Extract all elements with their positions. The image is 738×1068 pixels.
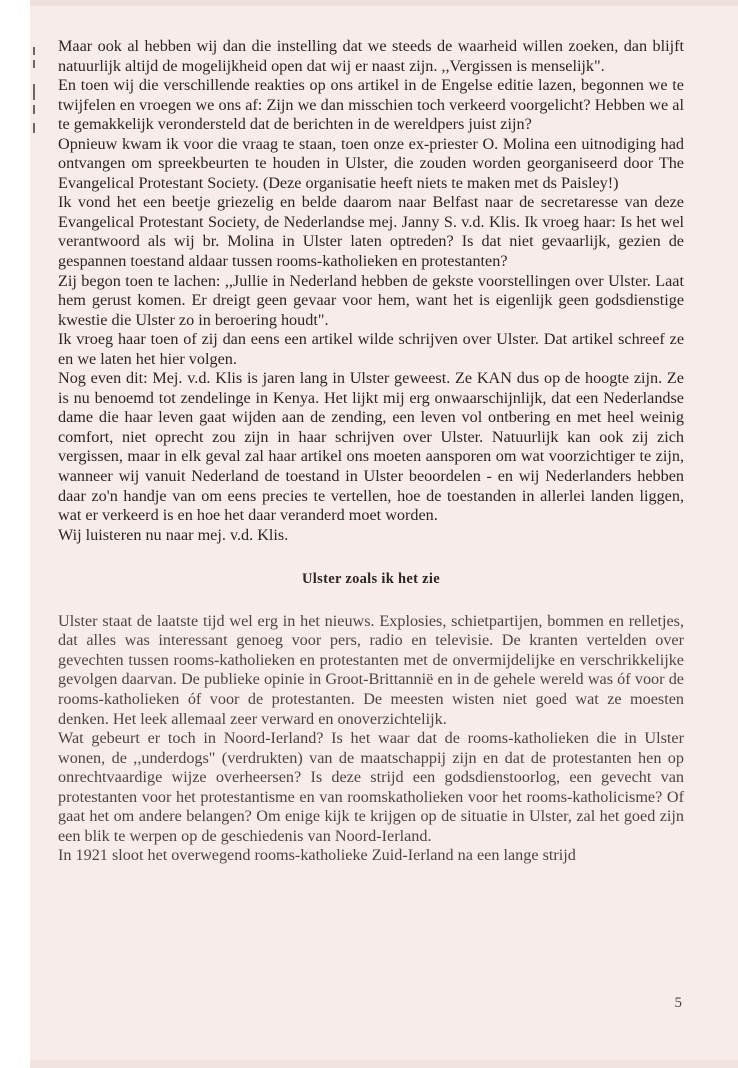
margin-mark: [33, 123, 35, 133]
paragraph: Zij begon toen te lachen: ,,Jullie in Nederland hebben de gekste voorstellingen over Ulster. Laat hem gerust komen. Er dreigt geen gevaar voor hem, want het is eigenlijk geen godsdienstige kwestie die Ulster zo in beroering houdt".: [58, 271, 684, 329]
margin-mark: [33, 60, 35, 68]
paragraph: Ik vroeg haar toen of zij dan eens een artikel wilde schrijven over Ulster. Dat artikel schreef ze en we laten het hier volgen.: [58, 330, 684, 368]
margin-mark: [33, 84, 35, 100]
paragraph: En toen wij die verschillende reakties op ons artikel in de Engelse editie lazen, begonnen we te twijfelen en vroegen we ons af: Zijn we dan misschien toch verkeerd voorgelicht? Hebben we al te gemakkelijk verondersteld dat de berichten in de wereldpers juist zijn?: [58, 76, 684, 134]
scan-edge-bottom: [30, 1060, 738, 1068]
paragraph: In 1921 sloot het overwegend rooms-katholieke Zuid-Ierland na een lange strijd: [58, 846, 576, 865]
paragraph: Nog even dit: Mej. v.d. Klis is jaren lang in Ulster geweest. Ze KAN dus op de hoogte zijn. Ze is nu benoemd tot zendelinge in Kenya. Het lijkt mij erg onwaarschijnlijk, dat een Nederlandse dame die haar leven gaat wijden aan de zending, een leven vol ontbering en met heel weinig comfort, niet oprecht zou zijn in haar schrijven over Ulster. Natuurlijk kan ook zij zich vergissen, maar in elk geval zal haar artikel ons moeten aansporen om wat voorzichtiger te zijn, wanneer wij vanuit Nederland de toestand in Ulster beoordelen - en wij Nederlanders hebben daar zo'n handje van om eens precies te vertellen, hoe de toestanden in allerlei landen liggen, wat er verkeerd is en hoe het daar veranderd moet worden.: [58, 369, 684, 525]
page-number: 5: [674, 995, 682, 1011]
paragraph: Maar ook al hebben wij dan die instelling dat we steeds de waarheid willen zoeken, dan blijft natuurlijk altijd de mogelijkheid open dat wij er naast zijn. ,,Vergissen is menselijk".: [58, 37, 684, 75]
scan-edge-top: [30, 0, 738, 6]
paragraph: Ik vond het een beetje griezelig en belde daarom naar Belfast naar de secretaresse van deze Evangelical Protestant Society, de Nederlandse mej. Janny S. v.d. Klis. Ik vroeg haar: Is het wel verantwoord als wij br. Molina in Ulster laten optreden? Is dat niet gevaarlijk, gezien de gespannen toestand aldaar tussen rooms-katholieken en protestanten?: [58, 193, 684, 271]
paragraph: Wat gebeurt er toch in Noord-Ierland? Is het waar dat de rooms-katholieken die in Ulster wonen, de ,,underdogs" (verdrukten) van de maatschappij zijn en dat de protestanten hen op onrechtvaardige wijze overheersen? Is deze strijd een godsdienstoorlog, een gevecht van protestanten voor het protestantisme en van roomskatholieken voor het rooms-katholicisme? Of gaat het om andere belangen? Om enige kijk te krijgen op de situatie in Ulster, zal het goed zijn een blik te werpen op de geschiedenis van Noord-Ierland.: [58, 729, 684, 845]
article-heading: Ulster zoals ik het zie: [302, 571, 440, 588]
document-body: [58, 37, 684, 866]
paragraph: Ulster staat de laatste tijd wel erg in het nieuws. Explosies, schietpartijen, bommen en relletjes, dat alles was interessant genoeg voor pers, radio en televisie. De kranten vertelden over gevechten tussen rooms-katholieken en protestanten met de onvermijdelijke en verschrikkelijke gevolgen daarvan. De publieke opinie in Groot-Brittannië en in de gehele wereld was óf voor de rooms-katholieken óf voor de protestanten. De meesten wisten niet goed wat ze moesten denken. Het leek allemaal zeer verward en onoverzichtelijk.: [58, 611, 684, 728]
paragraph: Opnieuw kwam ik voor die vraag te staan, toen onze ex-priester O. Molina een uitnodiging had ontvangen om spreekbeurten te houden in Ulster, die zouden worden georganiseerd door The Evangelical Protestant Society. (Deze organisatie heeft niets te maken met ds Paisley!): [58, 134, 684, 192]
paragraph: Wij luisteren nu naar mej. v.d. Klis.: [58, 525, 289, 544]
margin-mark: [33, 105, 35, 114]
margin-mark: [33, 47, 35, 55]
